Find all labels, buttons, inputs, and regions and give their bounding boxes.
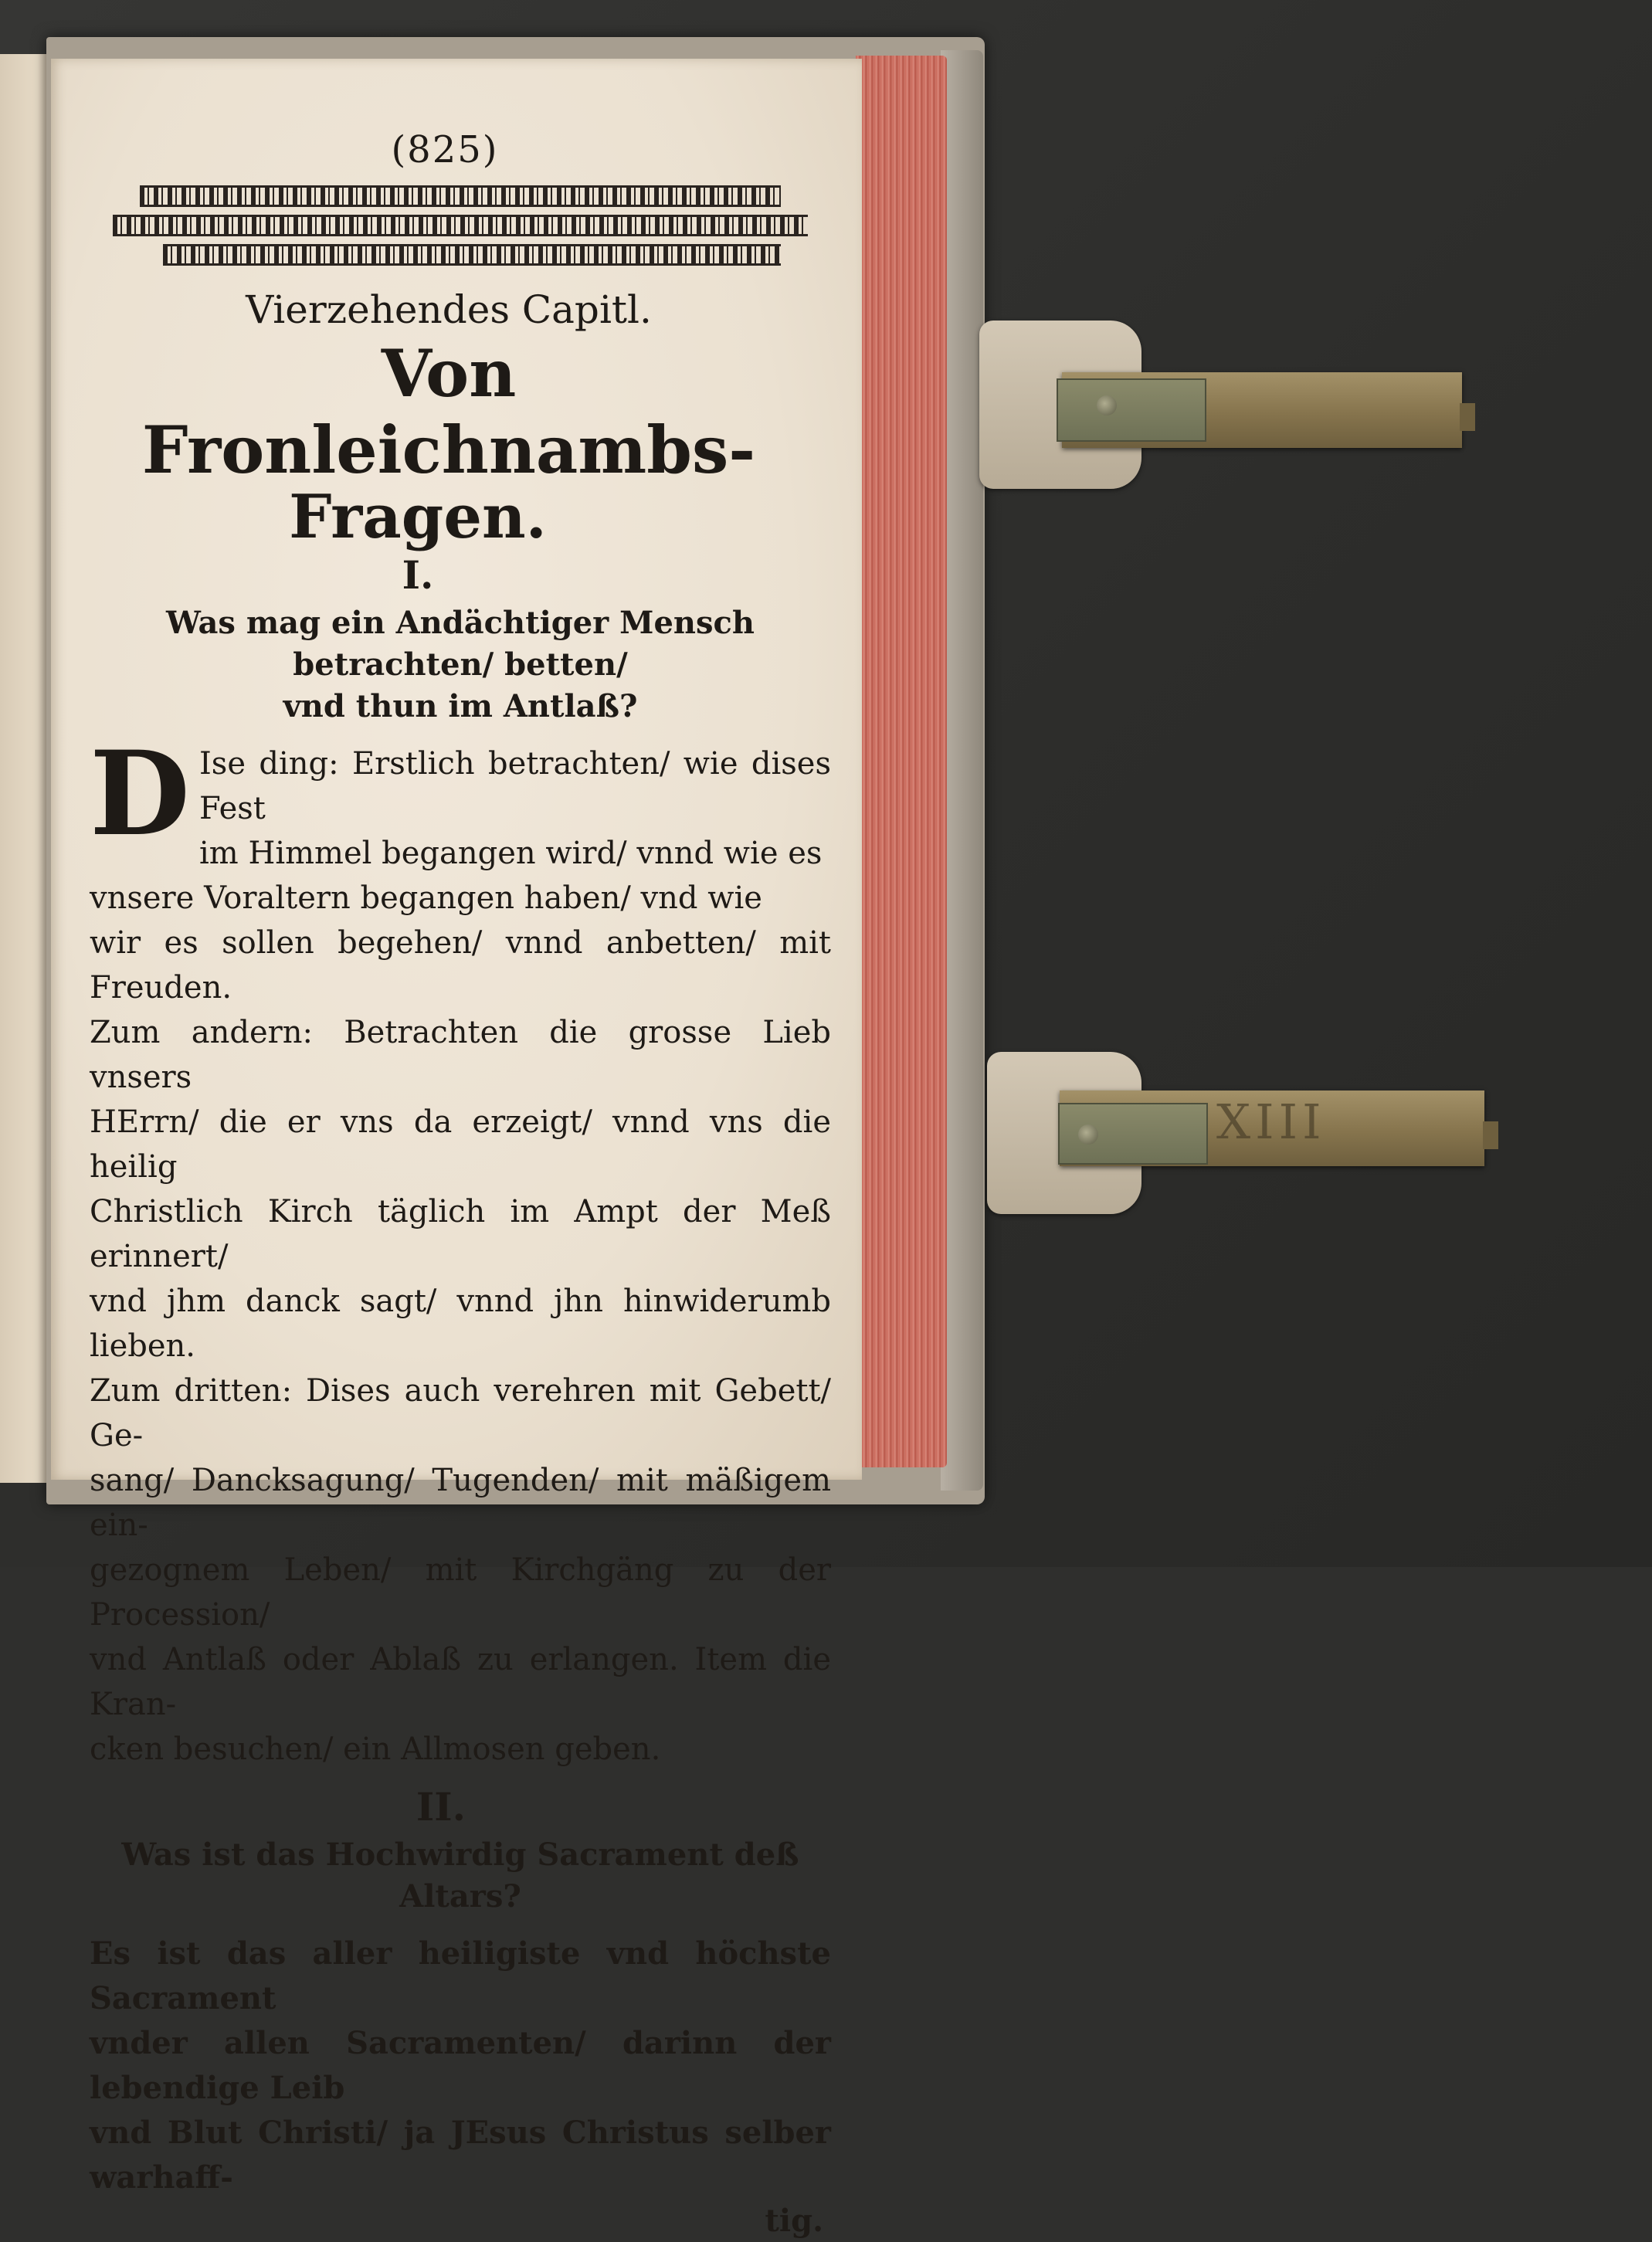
chapter-title-line: Von Fronleichnambs- (141, 335, 756, 488)
chapter-title-line: Fragen. (289, 482, 547, 552)
text-line: vnd Antlaß oder Ablaß zu erlangen. Item die Kran- (90, 1642, 831, 1722)
drop-capital: D (90, 726, 191, 862)
question-line: Altars? (399, 1878, 521, 1915)
page-fore-edge (856, 56, 947, 1467)
text-line: vnd Blut Christi/ ja JEsus Christus selber warhaff- (90, 2115, 831, 2196)
text-line: Es ist das aller heiligiste vnd höchste Sacrament (90, 1935, 831, 2016)
book-cover-edge (941, 50, 983, 1491)
answer-paragraph (90, 1932, 831, 2200)
book-page (51, 59, 862, 2239)
catchword: tig. (765, 2203, 823, 2239)
answer-paragraph (90, 726, 831, 1772)
chapter-heading: Vierzehendes Capitl. (246, 287, 652, 332)
question-line: Was mag ein Andächtiger Mensch betrachten/ betten/ (166, 605, 755, 683)
text-line: Zum andern: Betrachten die grosse Lieb vnsers (90, 1015, 831, 1095)
text-line: sang/ Dancksagung/ Tugenden/ mit mäßigem ein- (90, 1463, 831, 1543)
text-line: HErrn/ die er vns da erzeigt/ vnnd vns die heilig (90, 1104, 831, 1185)
question-numeral: II. (416, 1784, 466, 1830)
page-text (90, 128, 831, 2242)
rivet-icon (1078, 1124, 1098, 1145)
text-line: wir es sollen begehen/ vnnd anbetten/ mit Freuden. (90, 925, 831, 1006)
clasp-plate-top (1057, 378, 1206, 442)
clasp-tip-top (1460, 403, 1475, 431)
question-heading (90, 1834, 831, 1918)
ornament-border (113, 215, 808, 236)
question-numeral: I. (402, 552, 434, 598)
text-line: vnsere Voraltern begangen haben/ vnd wie (90, 880, 762, 916)
text-line: Zum dritten: Dises auch verehren mit Gebett/ Ge- (90, 1373, 831, 1453)
page-number: (825) (391, 128, 499, 171)
question-line: vnd thun im Antlaß? (283, 688, 638, 724)
text-line: im Himmel begangen wird/ vnnd wie es (199, 836, 823, 871)
question-line: Was ist das Hochwirdig Sacrament deß (121, 1837, 799, 1873)
ornament-border (140, 185, 781, 207)
text-line: cken besuchen/ ein Allmosen geben. (90, 1732, 661, 1767)
text-line: vnder allen Sacramenten/ darinn der lebendige Leib (90, 2025, 831, 2106)
text-line: vnd jhm danck sagt/ vnnd jhn hinwiderumb lieben. (90, 1284, 831, 1364)
clasp-tip-bottom (1483, 1121, 1498, 1149)
text-line: Ise ding: Erstlich betrachten/ wie dises Fest (199, 746, 831, 826)
text-line: gezognem Leben/ mit Kirchgäng zu der Procession/ (90, 1552, 831, 1633)
text-line: Christlich Kirch täglich im Ampt der Meß erinnert/ (90, 1194, 831, 1274)
rivet-icon (1097, 395, 1117, 415)
ornament-border (163, 244, 781, 266)
clasp-engraving: XIII (1216, 1094, 1326, 1150)
question-heading (90, 602, 831, 728)
